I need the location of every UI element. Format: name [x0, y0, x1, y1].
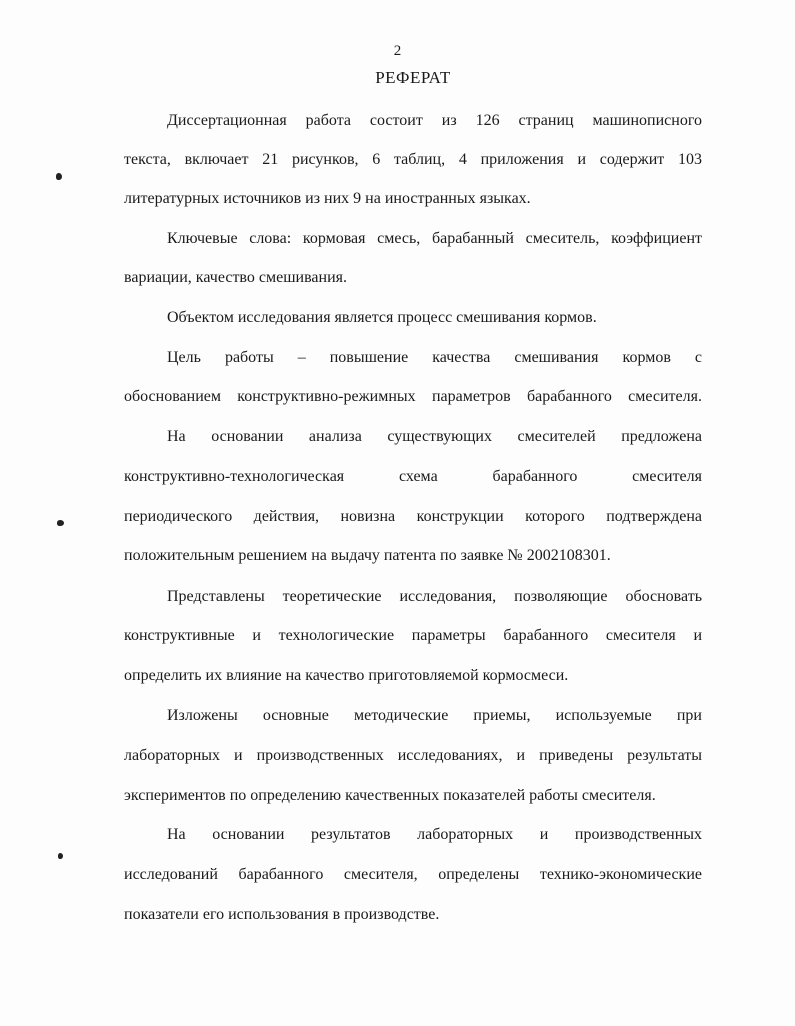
text-line: конструктивные и технологические параметры барабанного смесителя и — [124, 627, 702, 644]
text-line: показатели его использования в производстве. — [124, 906, 440, 923]
scan-mark — [56, 173, 62, 180]
scan-mark — [58, 853, 63, 859]
text-line: На основании результатов лабораторных и производственных — [167, 826, 702, 843]
page-title: РЕФЕРАТ — [375, 68, 451, 87]
text-line: Ключевые слова: кормовая смесь, барабанный смеситель, коэффициент — [167, 230, 702, 247]
text-line: периодического действия, новизна конструкции которого подтверждена — [124, 508, 702, 525]
text-line: Объектом исследования является процесс смешивания кормов. — [167, 309, 597, 326]
text-line: Изложены основные методические приемы, используемые при — [167, 707, 702, 724]
text-line: конструктивно-технологическая схема барабанного смесителя — [124, 468, 702, 485]
text-line: вариации, качество смешивания. — [124, 269, 348, 286]
page-number: 2 — [393, 43, 402, 59]
text-line: текста, включает 21 рисунков, 6 таблиц, 4 приложения и содержит 103 — [124, 151, 702, 168]
text-line: литературных источников из них 9 на иностранных языках. — [124, 190, 531, 207]
text-line: экспериментов по определению качественных показателей работы смесителя. — [124, 787, 656, 804]
text-line: определить их влияние на качество приготовляемой кормосмеси. — [124, 667, 569, 684]
text-line: Диссертационная работа состоит из 126 страниц машинописного — [167, 112, 702, 129]
text-line: На основании анализа существующих смесителей предложена — [167, 428, 702, 445]
text-line: лабораторных и производственных исследованиях, и приведены результаты — [124, 747, 702, 764]
text-line: обоснованием конструктивно-режимных параметров барабанного смесителя. — [124, 388, 702, 405]
text-line: Представлены теоретические исследования, позволяющие обосновать — [167, 588, 702, 605]
text-line: Цель работы – повышение качества смешивания кормов с — [167, 349, 702, 366]
scan-mark — [57, 520, 64, 526]
text-line: положительным решением на выдачу патента по заявке № 2002108301. — [124, 547, 611, 564]
text-line: исследований барабанного смесителя, определены технико-экономические — [124, 866, 702, 883]
